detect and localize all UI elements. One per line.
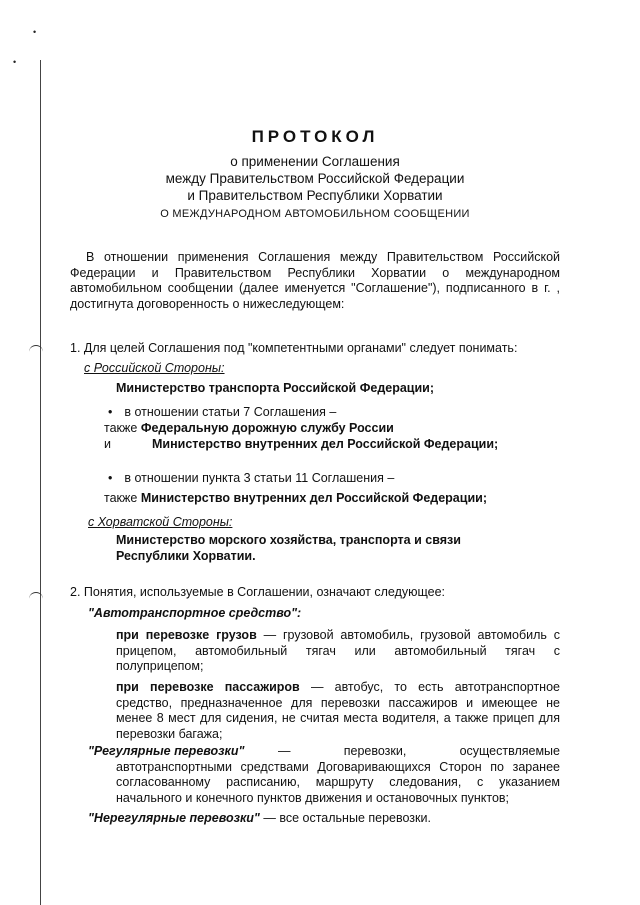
cargo-definition (116, 628, 560, 675)
subtitle-line-4: О МЕЖДУНАРОДНОМ АВТОМОБИЛЬНОМ СООБЩЕНИИ (160, 208, 470, 220)
croatian-side-label: с Хорватской Стороны: (88, 515, 233, 529)
irregular-text: — все остальные перевозки. (263, 811, 431, 825)
interior-ministry-2: Министерство внутренних дел Российской Федерации; (140, 491, 487, 505)
document-title: ПРОТОКОЛ (251, 127, 379, 146)
regular-term: "Регулярные перевозки" (88, 744, 245, 758)
interior-ministry: Министерство внутренних дел Российской Федерации; (152, 436, 499, 451)
russian-side-label: с Российской Стороны: (84, 361, 225, 375)
cargo-bold: при перевозке грузов (116, 628, 257, 642)
binding-hole-mark (29, 345, 43, 356)
irregular-definition (88, 811, 560, 827)
russian-item-1-body (104, 421, 504, 452)
cargo-text: — грузовой автомобиль, грузовой автомобиль с прицепом, автомобильный тягач или автомобильный тягач с полуприцепом; (116, 628, 560, 673)
croatian-ministry: Министерство морского хозяйства, транспорта и связи Республики Хорватии. (116, 533, 461, 563)
also-word: также (104, 421, 138, 435)
russian-ministry: Министерство транспорта Российской Федерации; (116, 381, 435, 395)
subtitle-line-1: о применении Соглашения (230, 154, 400, 169)
russian-item-2-body (104, 491, 564, 507)
binding-margin-line (40, 60, 41, 905)
scan-speck: • (33, 27, 37, 37)
and-word: и (104, 436, 111, 451)
subtitle-line-3: и Правительством Республики Хорватии (187, 188, 443, 203)
also-word: также (104, 491, 138, 505)
section-1-heading: 1. Для целей Соглашения под "компетентными органами" следует понимать: (70, 341, 518, 355)
passenger-text: — автобус, то есть автотранспортное средство, предназначенное для перевозки пассажиров и имеющее не менее 8 мест для сидения, не считая места водителя, а также прицеп для перевозки багажа; (116, 680, 560, 741)
binding-hole-mark (29, 592, 43, 603)
regular-text: — перевозки, осуществляемые автотранспортными средствами Договаривающихся Сторон по заранее согласованному расписанию, маршруту следования, с указанием начального и конечного пунктов движения и остановочных пунктов; (116, 744, 560, 805)
scan-speck: • (13, 57, 17, 67)
russian-item-2-intro: • в отношении пункта 3 статьи 11 Соглашения – (104, 471, 394, 487)
russian-item-1-intro: • в отношении статьи 7 Соглашения – (104, 405, 336, 421)
subtitle-line-2: между Правительством Российской Федерации (165, 171, 465, 186)
term-vehicle: "Автотранспортное средство": (88, 606, 302, 620)
intro-paragraph: В отношении применения Соглашения между Правительством Российской Федерации и Правительством Республики Хорватии о международном автомобильном сообщении (далее именуется "Соглашение"), подписанного в г. , достигнута договоренность о нижеследующем: (70, 250, 560, 311)
federal-road-service: Федеральную дорожную службу России (140, 421, 394, 435)
irregular-term: "Нерегулярные перевозки" (88, 811, 260, 825)
passenger-bold: при перевозке пассажиров (116, 680, 300, 694)
regular-definition (88, 744, 560, 806)
passenger-definition (116, 680, 560, 742)
section-2-heading: 2. Понятия, используемые в Соглашении, означают следующее: (70, 585, 446, 599)
